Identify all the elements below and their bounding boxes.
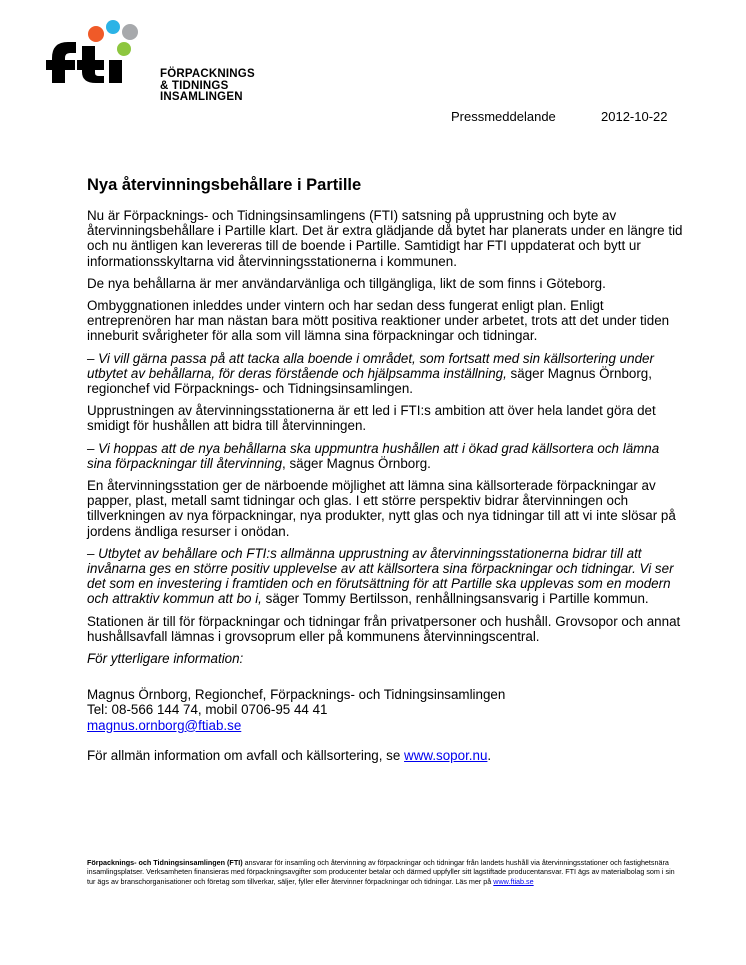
paragraph-2: De nya behållarna är mer användarvänliga och tillgängliga, likt de som finns i Göteborg.: [87, 275, 606, 291]
contact-email-link[interactable]: magnus.ornborg@ftiab.se: [87, 717, 242, 733]
quote-1: [87, 351, 687, 397]
contact-phone: Tel: 08-566 144 74, mobil 0706-95 44 41: [87, 702, 328, 718]
general-info-end: .: [487, 747, 492, 763]
general-info-text: För allmän information om avfall och källsortering, se: [87, 747, 405, 763]
quote-2-attribution: , säger Magnus Örnborg.: [282, 455, 431, 471]
contact-name: Magnus Örnborg, Regionchef, Förpacknings- och Tidningsinsamlingen: [87, 687, 506, 703]
document-type-label: Pressmeddelande: [451, 109, 556, 124]
footer-org-name: Förpacknings- och Tidningsinsamlingen (FTI): [87, 858, 243, 867]
press-release-body: [87, 176, 687, 770]
footer-text: ansvarar för insamling och återvinning av förpackningar och tidningar från landets hushåll via återvinningsstationer och fastighetsnära insamlingsplatser. Verksamheten finansieras med förpackningsavgifter som producenter betalar och därmed uppfyller sitt lagstiftade producentansvar. FTI ägs av materialbolag som i sin tur ägs av branschorganisationer och företag som tillverkar, säljer, fyller eller återvinner förpackningar och tidningar. Läs mer på: [87, 858, 675, 886]
paragraph-6: Stationen är till för förpackningar och tidningar från privatpersoner och hushåll. Grovsopor och annat hushållsavfall lämnas i grovsoprum eller på kommunens återvinningscentral.: [87, 613, 681, 644]
spacer: [87, 673, 687, 687]
contact-block: [87, 687, 687, 733]
paragraph-5: En återvinningsstation ger de närboende möjlighet att lämna sina källsorterade förpackningar av papper, plast, metall samt tidningar och glas. I ett större perspektiv bidrar återvinningen och tillverkningen av nya förpackningar, nya produkter, nytt glas och nya tidningar till att vi inte slösar på jordens ändliga resurser i onödan.: [87, 478, 676, 539]
paragraph-3: Ombyggnationen inleddes under vintern och har sedan dess fungerat enligt plan. Enligt entreprenören har man nästan bara mött positiva reaktioner under arbetet, trots att det under tiden inneburit svårigheter för alla som vill lämna sina förpackningar och tidningar.: [87, 298, 670, 344]
quote-3-attribution: säger Tommy Bertilsson, renhållningsansvarig i Partille kommun.: [261, 591, 649, 607]
general-info: [87, 748, 687, 763]
logo-wordmark: [160, 69, 255, 104]
logo-line-2: & TIDNINGS: [160, 79, 229, 92]
sopor-link[interactable]: www.sopor.nu: [404, 747, 488, 763]
spacer-2: [87, 740, 687, 748]
quote-2-italic: – Vi hoppas att de nya behållarna ska uppmuntra hushållen att i ökad grad källsortera och lämna sina förpackningar till återvinning: [87, 440, 660, 471]
quote-1-italic: – Vi vill gärna passa på att tacka alla boende i området, som fortsatt med sin källsortering under utbytet av behållarna, för deras förstående och hjälpsamma inställning,: [87, 350, 654, 381]
paragraph-4: Upprustningen av återvinningsstationerna är ett led i FTI:s ambition att över hela landet göra det smidigt för hushållen att bidra till återvinningen.: [87, 403, 656, 434]
footer-note: [87, 858, 677, 886]
fti-logo: [46, 20, 286, 120]
paragraph-1: Nu är Förpacknings- och Tidningsinsamlingens (FTI) satsning på upprustning och byte av återvinningsbehållare i Partille klart. Det är extra glädjande då bytet har planerats under en längre tid och nu äntligen kan levereras till de boende i Partille. Samtidigt har FTI uppdaterat och bytt ur informationsskyltarna vid återvinningsstationerna i kommunen.: [87, 208, 683, 269]
quote-2: [87, 441, 687, 471]
more-info-heading: [87, 651, 687, 666]
quote-1-attribution: säger Magnus Örnborg, regionchef vid Förpacknings- och Tidningsinsamlingen.: [87, 365, 652, 397]
logo-line-1: FÖRPACKNINGS: [160, 68, 255, 80]
logo-line-3: INSAMLINGEN: [160, 91, 243, 103]
document-date: 2012-10-22: [601, 109, 668, 124]
ftiab-link[interactable]: www.ftiab.se: [493, 876, 534, 886]
quote-3-italic: – Utbytet av behållare och FTI:s allmänna upprustning av återvinningsstationerna bidrar till att invånarna ges en större positiv upplevelse av att källsortera sina förpackningar och tidningar. Vi ser det som en investering i framtiden och en förutsättning för att Partille ska upplevas som en modern och attraktiv kommun att bo i,: [87, 545, 674, 607]
quote-3: [87, 546, 687, 607]
fti-logo-mark: [46, 20, 158, 116]
page-title: Nya återvinningsbehållare i Partille: [87, 176, 362, 194]
more-info-text: För ytterligare information:: [87, 651, 244, 667]
